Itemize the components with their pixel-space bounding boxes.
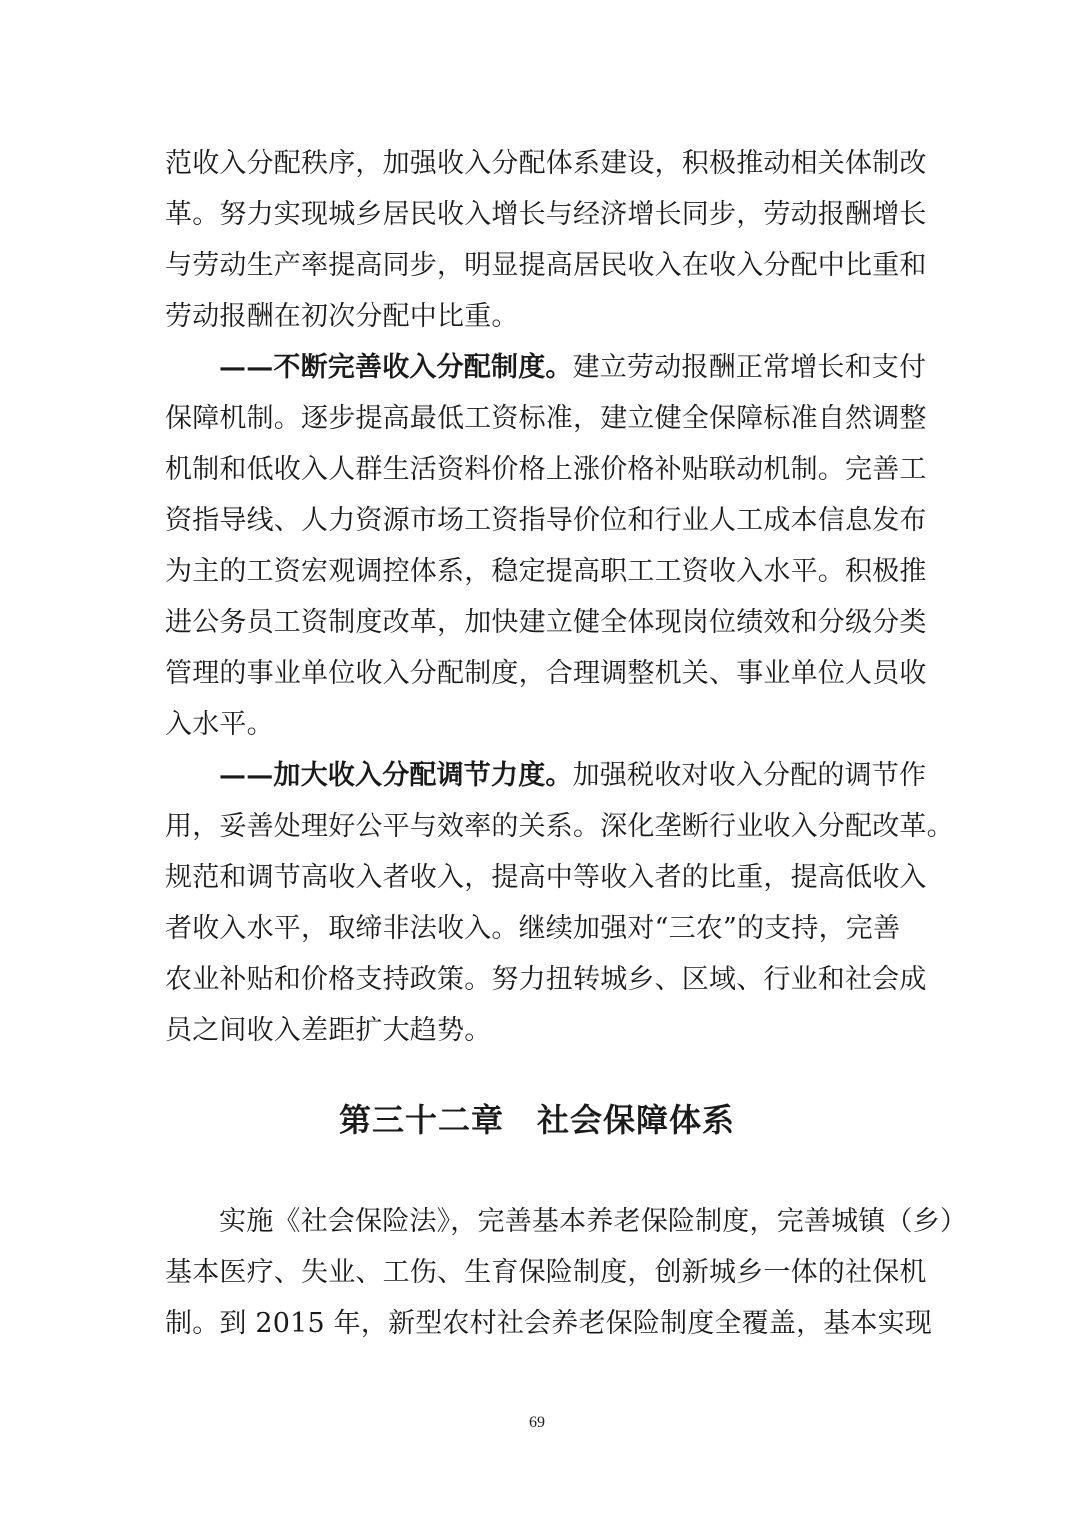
- text-line: 革。努力实现城乡居民收入增长与经济增长同步，劳动报酬增长: [165, 199, 927, 230]
- text-line: 入水平。: [165, 709, 274, 740]
- text-line: 基本医疗、失业、工伤、生育保险制度，创新城乡一体的社保机: [165, 1257, 927, 1288]
- text-line: 进公务员工资制度改革，加快建立健全体现岗位绩效和分级分类: [165, 607, 927, 638]
- text-line: 与劳动生产率提高同步，明显提高居民收入在收入分配中比重和: [165, 250, 927, 281]
- text-line: 资指导线、人力资源市场工资指导价位和行业人工成本信息发布: [165, 505, 927, 536]
- paragraph-text: 加强税收对收入分配的调节作: [572, 760, 927, 791]
- page-number: 69: [529, 1414, 545, 1431]
- text-line: 用，妥善处理好公平与效率的关系。深化垄断行业收入分配改革。: [165, 811, 954, 842]
- text-line: 保障机制。逐步提高最低工资标准，建立健全保障标准自然调整: [165, 403, 927, 434]
- text-line: 管理的事业单位收入分配制度，合理调整机关、事业单位人员收: [165, 658, 927, 689]
- text-line: 实施《社会保险法》，完善基本养老保险制度，完善城镇（乡）: [219, 1206, 968, 1237]
- text-line: 劳动报酬在初次分配中比重。: [165, 301, 519, 332]
- paragraph-first-line: [165, 342, 927, 393]
- text-line: 范收入分配秩序，加强收入分配体系建设，积极推动相关体制改: [165, 148, 927, 179]
- chapter-title: 第三十二章 社会保障体系: [338, 1101, 735, 1139]
- paragraph-first-line: [165, 750, 927, 801]
- text-line: 制。到 2015 年，新型农村社会养老保险制度全覆盖，基本实现: [165, 1308, 933, 1339]
- paragraph-lead-heading: ——加大收入分配调节力度。: [219, 760, 573, 791]
- text-line: 机制和低收入人群生活资料价格上涨价格补贴联动机制。完善工: [165, 454, 927, 485]
- text-line: 农业补贴和价格支持政策。努力扭转城乡、区域、行业和社会成: [165, 964, 927, 995]
- text-line: 员之间收入差距扩大趋势。: [165, 1015, 492, 1046]
- paragraph-lead-heading: ——不断完善收入分配制度。: [219, 352, 573, 383]
- text-line: 为主的工资宏观调控体系，稳定提高职工工资收入水平。积极推: [165, 556, 927, 587]
- paragraph-text: 建立劳动报酬正常增长和支付: [572, 352, 927, 383]
- text-line: 者收入水平，取缔非法收入。继续加强对“三农”的支持，完善: [165, 913, 901, 944]
- body-text-section-2: [165, 1196, 968, 1349]
- text-line: 规范和调节高收入者收入，提高中等收入者的比重，提高低收入: [165, 862, 927, 893]
- body-text-section-1: [165, 138, 954, 1056]
